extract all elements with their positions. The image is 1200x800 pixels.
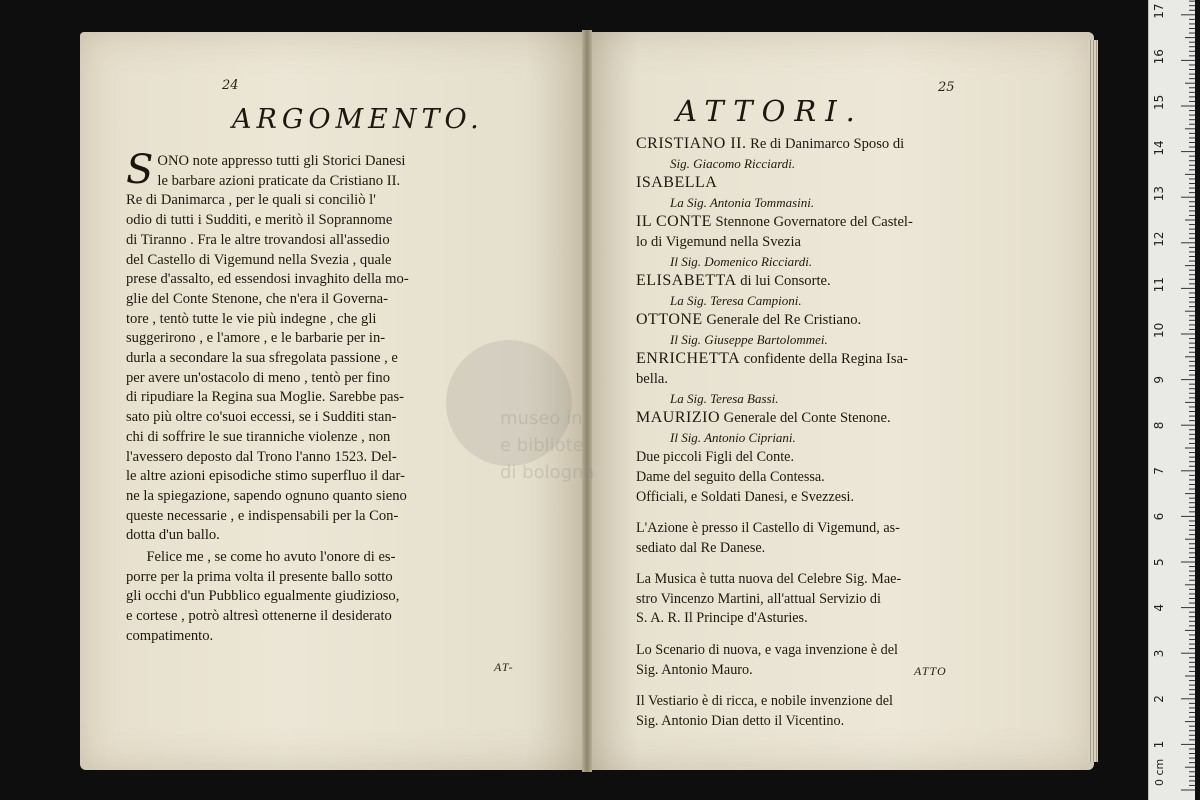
- paragraph-2-line: porre per la prima volta il presente ballo sotto: [126, 568, 393, 585]
- ruler-tick-label: 17: [1152, 3, 1166, 19]
- cast-role: [636, 349, 976, 369]
- paragraph-1-line: durla a secondare la sua sfregolata passione , e: [126, 350, 398, 367]
- paragraph-1-line: prese d'assalto, ed essendosi invaghito della mo-: [126, 271, 409, 288]
- ruler-tick-label: 5: [1152, 558, 1166, 566]
- ruler-tick-label: 4: [1152, 603, 1166, 612]
- ruler-tick-label: 1: [1152, 740, 1166, 749]
- production-note-line: Sig. Antonio Mauro.: [636, 661, 753, 678]
- role-name: MAURIZIO: [636, 409, 720, 426]
- role-description: Generale del Re Cristiano.: [702, 312, 862, 328]
- cast-role: [636, 310, 976, 330]
- role-performer: La Sig. Teresa Campioni.: [670, 293, 802, 308]
- role-name: CRISTIANO II.: [636, 135, 747, 152]
- cast-role: [636, 408, 976, 428]
- role-name: ISABELLA: [636, 174, 718, 191]
- book-gutter: [582, 30, 592, 772]
- paragraph-1-line: per avere un'ostacolo di meno , tentò per fino: [126, 369, 391, 386]
- paragraph-1-line: Re di Danimarca , per le quali si conciliò l': [126, 192, 376, 209]
- role-performer: Il Sig. Giuseppe Bartolommei.: [670, 332, 828, 347]
- role-performer: Il Sig. Domenico Ricciardi.: [670, 254, 813, 269]
- ruler-tick-label: 2: [1152, 695, 1166, 703]
- page-edges: [1088, 40, 1098, 762]
- cast-role: [636, 134, 976, 154]
- cast-extra: Officiali, e Soldati Danesi, e Svezzesi.: [636, 489, 855, 505]
- ruler-tick-label: 15: [1152, 94, 1166, 110]
- watermark-text: [500, 405, 594, 486]
- role-description-continued: bella.: [636, 371, 669, 387]
- paragraph-1-line: del Castello di Vigemund nella Svezia , quale: [126, 251, 392, 268]
- role-name: ENRICHETTA: [636, 350, 741, 367]
- paragraph-2-line: Felice me , se come ho avuto l'onore di es-: [146, 549, 396, 566]
- ruler-tick-label: 11: [1152, 277, 1166, 293]
- ruler-tick-label: 6: [1152, 512, 1166, 521]
- role-name: OTTONE: [636, 311, 703, 328]
- role-description-continued: lo di Vigemund nella Svezia: [636, 234, 802, 250]
- right-catchword: ATTO: [914, 664, 947, 678]
- role-performer: Sig. Giacomo Ricciardi.: [670, 156, 796, 171]
- role-description: confidente della Regina Isa-: [740, 351, 908, 367]
- cast-extras: [636, 447, 976, 507]
- role-name: ELISABETTA: [636, 272, 737, 289]
- production-note-line: sediato dal Re Danese.: [636, 539, 766, 556]
- left-catchword: AT-: [494, 660, 514, 674]
- paragraph-1-line: sato più oltre co'suoi eccessi, se i Sudditi stan-: [126, 409, 397, 426]
- ruler-tick-label: 9: [1152, 375, 1166, 384]
- ruler-ticks: [1149, 0, 1195, 800]
- ruler-tick-label: 10: [1152, 322, 1166, 338]
- role-description: Stennone Governatore del Castel-: [711, 214, 913, 230]
- cast-role: [636, 271, 976, 291]
- ruler-tick-label: 13: [1152, 185, 1166, 202]
- role-name: IL CONTE: [636, 213, 712, 230]
- paragraph-1-line: odio di tutti i Sudditi, e meritò il Soprannome: [126, 212, 393, 229]
- cast-role: [636, 173, 976, 193]
- production-note-line: Sig. Antonio Dian detto il Vicentino.: [636, 712, 845, 729]
- ruler-tick-label: 16: [1152, 49, 1166, 65]
- paragraph-2-line: e cortese , potrò altresì ottenerne il desiderato: [126, 608, 392, 625]
- production-notes: [636, 519, 976, 731]
- cast-extra: Due piccoli Figli del Conte.: [636, 449, 795, 465]
- ruler-tick-label: 3: [1152, 649, 1166, 658]
- paragraph-2-line: compatimento.: [126, 627, 214, 644]
- paragraph-1-line: chi di soffrire le sue tiranniche violenze , non: [126, 428, 391, 445]
- role-performer: Il Sig. Antonio Cipriani.: [670, 430, 796, 445]
- left-page-number: 24: [222, 78, 239, 93]
- production-note: [636, 519, 976, 558]
- ruler-tick-label: 8: [1152, 421, 1166, 430]
- paragraph-1-line: le barbare azioni praticate da Cristiano II.: [157, 172, 401, 189]
- left-page-title: ARGOMENTO.: [232, 104, 484, 135]
- production-note-line: stro Vincenzo Martini, all'attual Servizio di: [636, 590, 881, 607]
- production-note-line: Il Vestiario è di ricca, e nobile invenzione del: [636, 693, 893, 710]
- role-description: Generale del Conte Stenone.: [720, 410, 891, 426]
- right-page-title: ATTORI.: [676, 94, 864, 128]
- measurement-ruler: [1148, 0, 1195, 800]
- ruler-tick-label: 12: [1152, 231, 1166, 247]
- drop-cap: S: [126, 147, 154, 193]
- role-description: di lui Consorte.: [736, 273, 831, 289]
- paragraph-1-line: di ripudiare la Regina sua Moglie. Sarebbe pas-: [126, 389, 405, 406]
- paragraph-1-line: le altre azioni episodiche stimo superfluo il dar-: [126, 468, 405, 485]
- paragraph-1-line: queste necessarie , e indispensabili per la Con-: [126, 507, 399, 524]
- production-note: [636, 570, 976, 629]
- role-description: Re di Danimarco Sposo di: [746, 136, 905, 152]
- paragraph-1-line: l'avessero deposto dal Trono l'anno 1523. Del-: [126, 448, 397, 465]
- ruler-tick-label: 14: [1152, 140, 1166, 156]
- paragraph-1-line: suggerirono , e l'amore , e le barbarie per in-: [126, 330, 386, 347]
- cast-extra: Dame del seguito della Contessa.: [636, 469, 825, 485]
- paragraph-1-line: tore , tentò tutte le vie più indegne , che gli: [126, 310, 377, 327]
- attori-list: [636, 134, 976, 731]
- production-note: [636, 692, 976, 731]
- paragraph-1-line: ne la spiegazione, sapendo ognuno quanto sieno: [126, 487, 407, 504]
- role-performer: La Sig. Antonia Tommasini.: [670, 195, 815, 210]
- watermark-line: di bologna: [500, 462, 595, 483]
- ruler-unit-label: 0 cm: [1153, 758, 1166, 786]
- paragraph-1-line: dotta d'un ballo.: [126, 527, 220, 544]
- paragraph-1-line: ONO note appresso tutti gli Storici Danesi: [157, 153, 406, 169]
- production-note-line: La Musica è tutta nuova del Celebre Sig. Mae-: [636, 571, 902, 588]
- right-page-number: 25: [938, 80, 955, 95]
- ruler-tick-label: 7: [1152, 467, 1166, 475]
- role-performer: La Sig. Teresa Bassi.: [670, 391, 779, 406]
- production-note-line: L'Azione è presso il Castello di Vigemund, as-: [636, 520, 900, 536]
- paragraph-1-line: di Tiranno . Fra le altre trovandosi all'assedio: [126, 231, 390, 248]
- paragraph-2-line: gli occhi d'un Pubblico egualmente giudizioso,: [126, 588, 400, 605]
- watermark-line: museo in: [500, 408, 583, 429]
- cast-roles: [636, 134, 976, 447]
- production-note-line: S. A. R. Il Principe d'Asturies.: [636, 610, 808, 627]
- cast-role: [636, 212, 976, 232]
- paragraph-1-line: glie del Conte Stenone, che n'era il Governa-: [126, 290, 388, 307]
- argomento-paragraph-2: [126, 548, 542, 647]
- production-note-line: Lo Scenario di nuova, e vaga invenzione è del: [636, 641, 898, 658]
- watermark-line: e bibliote: [500, 435, 584, 456]
